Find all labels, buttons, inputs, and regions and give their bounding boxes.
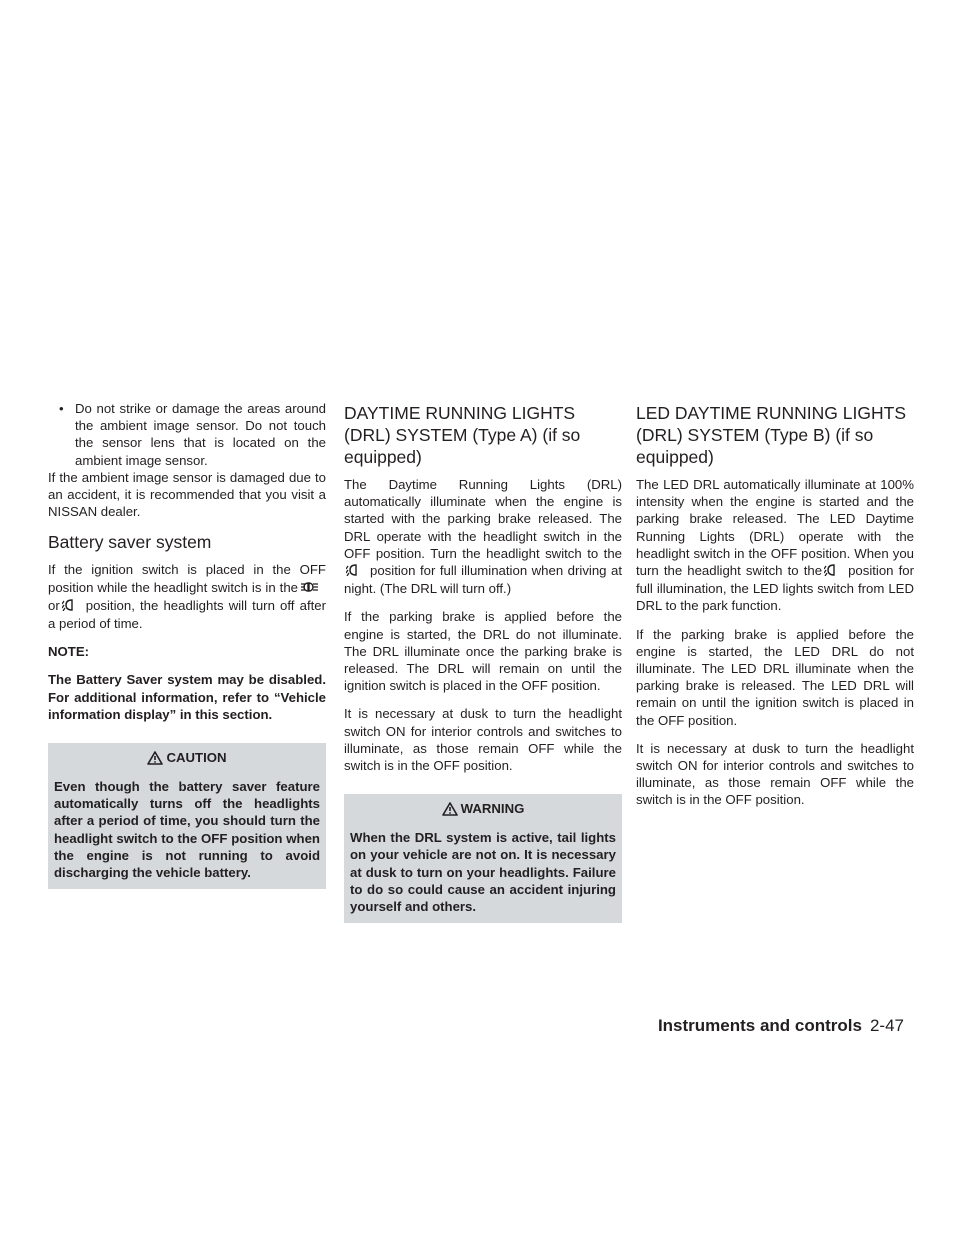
headlight-icon	[62, 598, 80, 615]
section-heading-led-drl-type-b: LED DAYTIME RUNNING LIGHTS (DRL) SYSTEM (Type B) (if so equipped)	[636, 403, 906, 467]
bullet-dot-icon: •	[59, 401, 64, 416]
section-heading-battery-saver: Battery saver system	[48, 532, 212, 553]
caution-header	[54, 749, 320, 766]
page-footer	[658, 1016, 904, 1036]
paragraph: If the parking brake is applied before the engine is started, the DRL do not illuminate. The DRL illuminate once the parking brake is released. The DRL will remain on until the ignition switch is placed in the OFF position.	[344, 609, 622, 694]
paragraph-drl-intro: The Daytime Running Lights (DRL) automatically illuminate when the engine is started with the parking brake released. The DRL operate with the headlight switch in the OFF position. Turn the headlight switch to theposition for full illumination when driving at night. (The DRL will turn off.)	[344, 477, 622, 597]
caution-box	[48, 743, 326, 889]
caution-text: Even though the battery saver feature automatically turns off the headlights after a period of time, you should turn the headlight switch to the OFF position when the engine is not running to avoid discharging the vehicle battery.	[54, 779, 320, 881]
bullet-text: Do not strike or damage the areas around the ambient image sensor. Do not touch the sensor lens that is located on the ambient image sensor.	[75, 401, 326, 468]
column-3	[636, 400, 914, 820]
note-label: NOTE:	[48, 644, 90, 660]
warning-text: When the DRL system is active, tail lights on your vehicle are not on. It is necessary at dusk to turn on your headlights. Failure to do so could cause an accident injuring yourself and others.	[350, 830, 616, 915]
paragraph-battery-saver: If the ignition switch is placed in the OFF position while the headlight switch is in theor position, the headlights will turn off after a period of time.	[48, 562, 326, 632]
warning-header	[350, 800, 616, 817]
paragraph-led-drl-intro: The LED DRL automatically illuminate at 100% intensity when the engine is started and the parking brake released. The LED Daytime Running Lights (DRL) operate with the headlight switch in the OFF position. When you turn the headlight switch to the position for full illumination, the LED lights switch from LED DRL to the park function.	[636, 477, 915, 614]
section-name: Instruments and controls	[657, 1016, 862, 1035]
column-2	[344, 400, 622, 923]
caution-title: CAUTION	[166, 750, 227, 766]
warning-triangle-icon	[147, 751, 163, 765]
paragraph: If the ambient image sensor is damaged due to an accident, it is recommended that you visit a NISSAN dealer.	[48, 469, 326, 520]
warning-title: WARNING	[460, 801, 525, 817]
parking-light-icon	[300, 580, 320, 597]
warning-box	[344, 794, 622, 923]
paragraph: It is necessary at dusk to turn the headlight switch ON for interior controls and switches to illuminate, as those remain OFF while the switch is in the OFF position.	[344, 706, 622, 774]
bullet-item	[48, 400, 326, 469]
page-number: 2-47	[869, 1016, 904, 1035]
section-heading-drl-type-a: DAYTIME RUNNING LIGHTS (DRL) SYSTEM (Type A) (if so equipped)	[344, 403, 581, 467]
headlight-icon	[824, 563, 842, 580]
paragraph: It is necessary at dusk to turn the headlight switch ON for interior controls and switches to illuminate, as those remain OFF while the switch is in the OFF position.	[636, 740, 914, 808]
column-1	[48, 400, 326, 889]
paragraph: If the parking brake is applied before the engine is started, the LED DRL do not illuminate. The LED DRL illuminate when the parking brake is released. The LED DRL will remain on until the ignition switch is placed in the OFF position.	[636, 626, 914, 728]
warning-triangle-icon	[442, 802, 458, 816]
headlight-icon	[346, 563, 364, 580]
note-text: The Battery Saver system may be disabled. For additional information, refer to “Vehicle information display” in this section.	[48, 672, 326, 722]
